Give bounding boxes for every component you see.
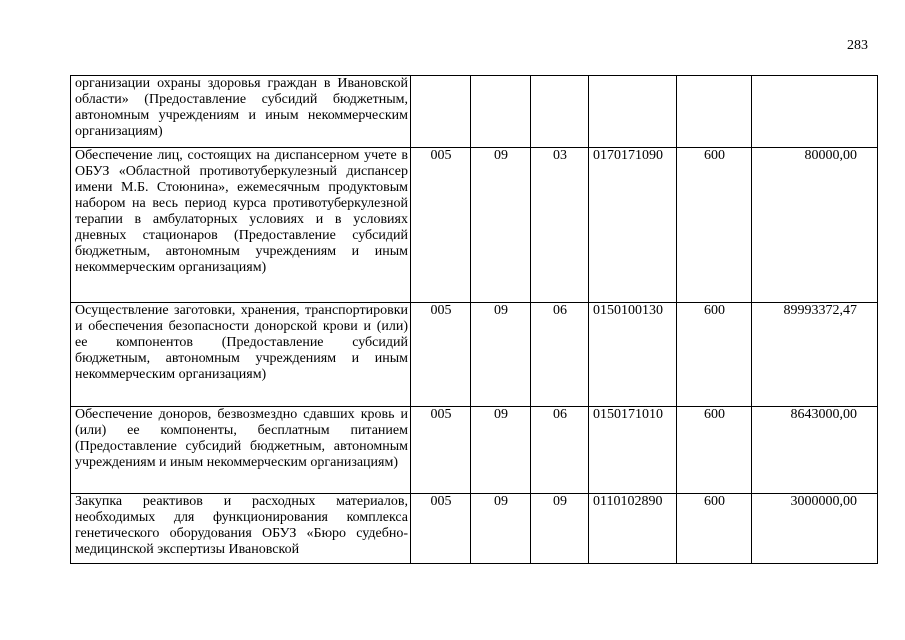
- row-grbs-code: 005: [411, 303, 471, 407]
- row-target-article-code: 0170171090: [589, 148, 677, 303]
- row-grbs-code: 005: [411, 494, 471, 564]
- table-row: [71, 148, 878, 303]
- row-target-article-code: [589, 76, 677, 148]
- row-expense-type-code: 600: [677, 148, 752, 303]
- row-section-code: [471, 76, 531, 148]
- row-section-code: 09: [471, 148, 531, 303]
- row-description: Обеспечение доноров, безвозмездно сдавших кровь и (или) ее компоненты, бесплатным питанием (Предоставление субсидий бюджетным, автономным учреждениям и иным некоммерческим организациям): [71, 407, 411, 494]
- row-target-article-code: 0110102890: [589, 494, 677, 564]
- row-description: Осуществление заготовки, хранения, транспортировки и обеспечения безопасности донорской крови и (или) ее компонентов (Предоставление субсидий бюджетным, автономным учреждениям и иным некоммерческим организациям): [71, 303, 411, 407]
- row-expense-type-code: 600: [677, 494, 752, 564]
- row-description: Закупка реактивов и расходных материалов, необходимых для функционирования комплекса генетического оборудования ОБУЗ «Бюро судебно-медицинской экспертизы Ивановской: [71, 494, 411, 564]
- row-grbs-code: 005: [411, 148, 471, 303]
- row-grbs-code: [411, 76, 471, 148]
- row-grbs-code: 005: [411, 407, 471, 494]
- row-section-code: 09: [471, 303, 531, 407]
- row-description: Обеспечение лиц, состоящих на диспансерном учете в ОБУЗ «Областной противотуберкулезный диспансер имени М.Б. Стоюнина», ежемесячным продуктовым набором на весь период курса противотуберкулезной терапии в амбулаторных условиях и в условиях дневных стационаров (Предоставление субсидий бюджетным, автономным учреждениям и иным некоммерческим организациям): [71, 148, 411, 303]
- row-expense-type-code: [677, 76, 752, 148]
- row-amount: 3000000,00: [752, 494, 878, 564]
- row-subsection-code: 06: [531, 407, 589, 494]
- row-subsection-code: 03: [531, 148, 589, 303]
- row-description: организации охраны здоровья граждан в Ивановской области» (Предоставление субсидий бюджетным, автономным учреждениям и иным некоммерческим организациям): [71, 76, 411, 148]
- row-subsection-code: 09: [531, 494, 589, 564]
- table-row: [71, 407, 878, 494]
- budget-table: [70, 75, 878, 564]
- row-target-article-code: 0150171010: [589, 407, 677, 494]
- row-amount: 8643000,00: [752, 407, 878, 494]
- page-number: 283: [847, 38, 868, 53]
- row-expense-type-code: 600: [677, 303, 752, 407]
- row-target-article-code: 0150100130: [589, 303, 677, 407]
- row-subsection-code: [531, 76, 589, 148]
- row-amount: 80000,00: [752, 148, 878, 303]
- row-expense-type-code: 600: [677, 407, 752, 494]
- row-section-code: 09: [471, 407, 531, 494]
- table-row: [71, 76, 878, 148]
- table-row: [71, 494, 878, 564]
- table-row: [71, 303, 878, 407]
- row-amount: 89993372,47: [752, 303, 878, 407]
- row-subsection-code: 06: [531, 303, 589, 407]
- row-amount: [752, 76, 878, 148]
- row-section-code: 09: [471, 494, 531, 564]
